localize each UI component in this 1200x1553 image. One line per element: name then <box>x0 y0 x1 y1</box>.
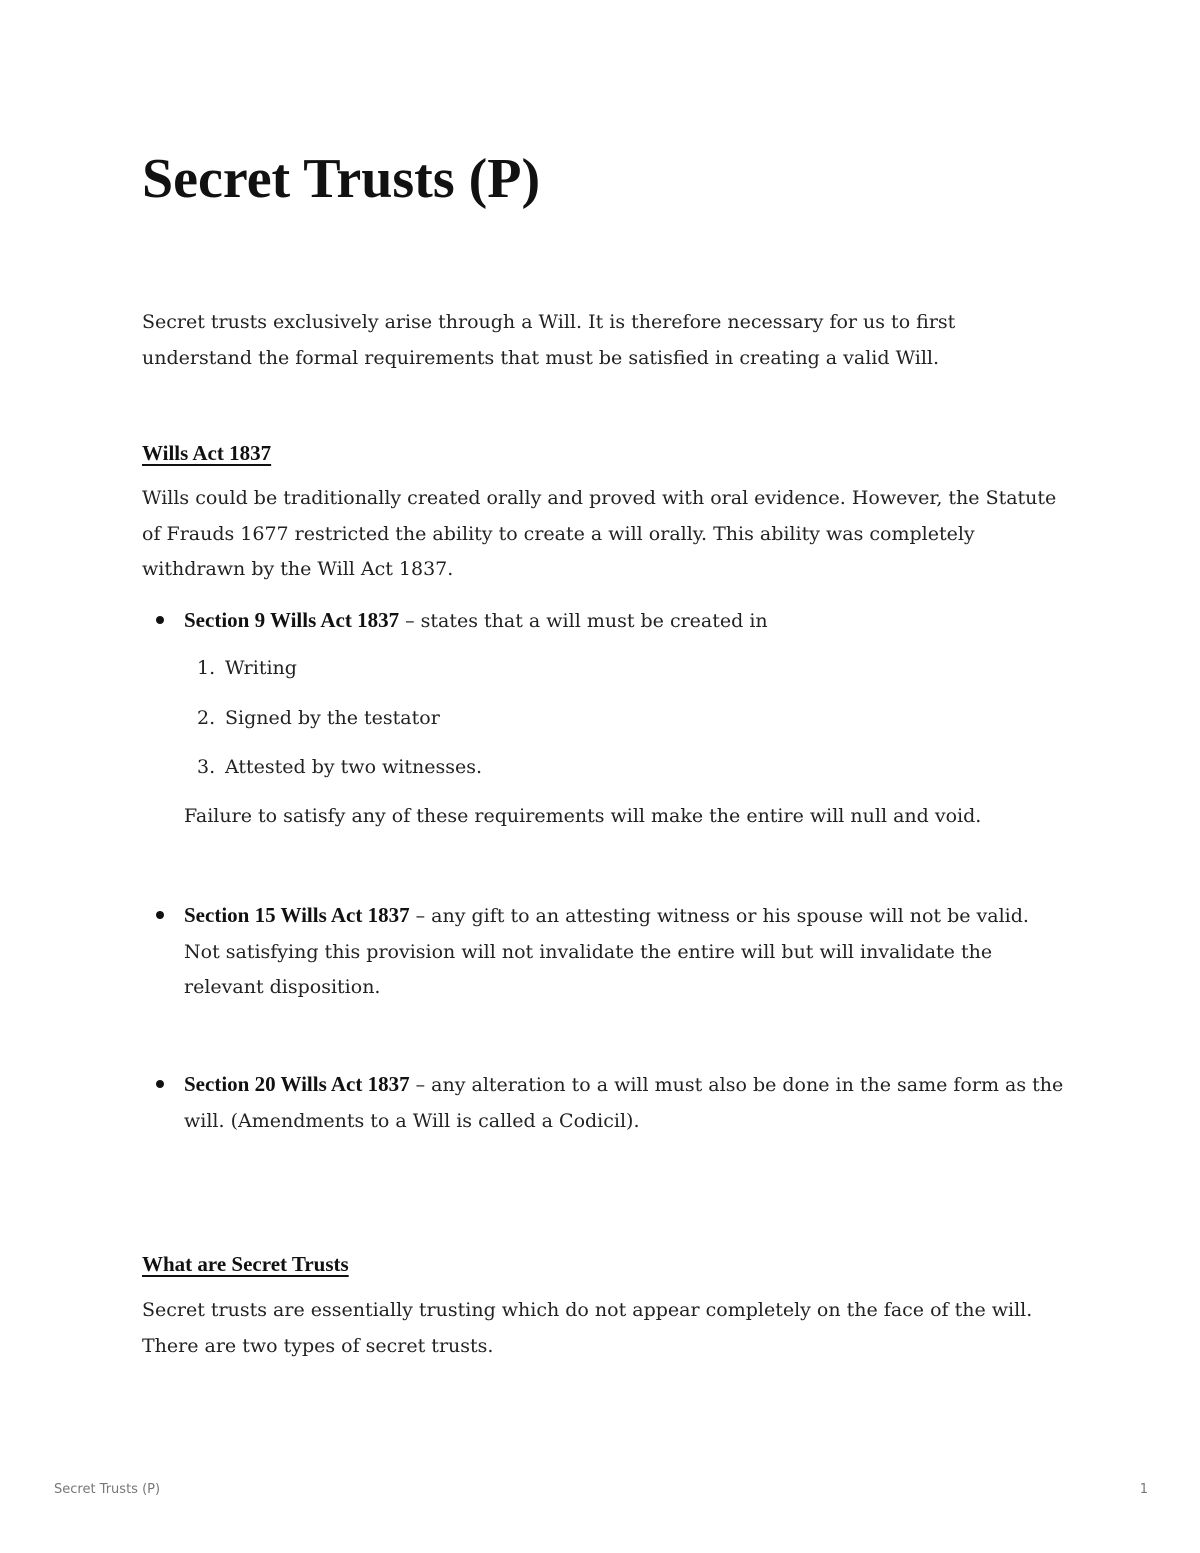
requirement-number: 2. <box>197 707 216 729</box>
bullet-dot <box>156 911 164 919</box>
bullet-dot <box>156 616 164 624</box>
footer-page-number: 1 <box>1139 1482 1148 1497</box>
what-are-paragraph: Secret trusts are essentially trusting which do not appear completely on the face of the will. There are two types of secret trusts. <box>142 1299 1033 1357</box>
requirement-text: Attested by two witnesses. <box>225 756 483 778</box>
bullet-section-15 <box>184 898 1069 1006</box>
section-15-lead: Section 15 Wills Act 1837 <box>184 903 410 927</box>
page-title: Secret Trusts (P) <box>142 148 541 210</box>
requirement-number: 1. <box>197 657 216 679</box>
requirement-item <box>197 651 297 687</box>
bullet-dot <box>156 1080 164 1088</box>
wills-act-paragraph: Wills could be traditionally created orally and proved with oral evidence. However, the Statute of Frauds 1677 restricted the ability to create a will orally. This ability was completely withdrawn by the Will Act 1837. <box>142 487 1057 580</box>
requirement-item <box>197 701 440 737</box>
section-9-text: – states that a will must be created in <box>399 610 768 632</box>
requirement-text: Signed by the testator <box>225 707 440 729</box>
section-15-text: – any gift to an attesting witness or his spouse will not be valid. Not satisfying this provision will not invalidate the entire will but will invalidate the relevant disposition. <box>184 905 1029 998</box>
section-9-lead: Section 9 Wills Act 1837 <box>184 608 400 632</box>
what-are-heading: What are Secret Trusts <box>142 1252 349 1276</box>
requirement-item <box>197 750 482 786</box>
failure-note: Failure to satisfy any of these requirements will make the entire will null and void. <box>184 805 982 827</box>
requirement-text: Writing <box>225 657 297 679</box>
requirement-number: 3. <box>197 756 216 778</box>
bullet-section-20 <box>184 1067 1069 1139</box>
wills-act-heading: Wills Act 1837 <box>142 441 272 465</box>
section-20-lead: Section 20 Wills Act 1837 <box>184 1072 410 1096</box>
intro-paragraph: Secret trusts exclusively arise through a Will. It is therefore necessary for us to first understand the formal requirements that must be satisfied in creating a valid Will. <box>142 311 956 369</box>
bullet-section-9 <box>184 603 1069 640</box>
section-20-text: – any alteration to a will must also be done in the same form as the will. (Amendments to a Will is called a Codicil). <box>184 1074 1064 1132</box>
footer-doc-name: Secret Trusts (P) <box>54 1482 161 1497</box>
